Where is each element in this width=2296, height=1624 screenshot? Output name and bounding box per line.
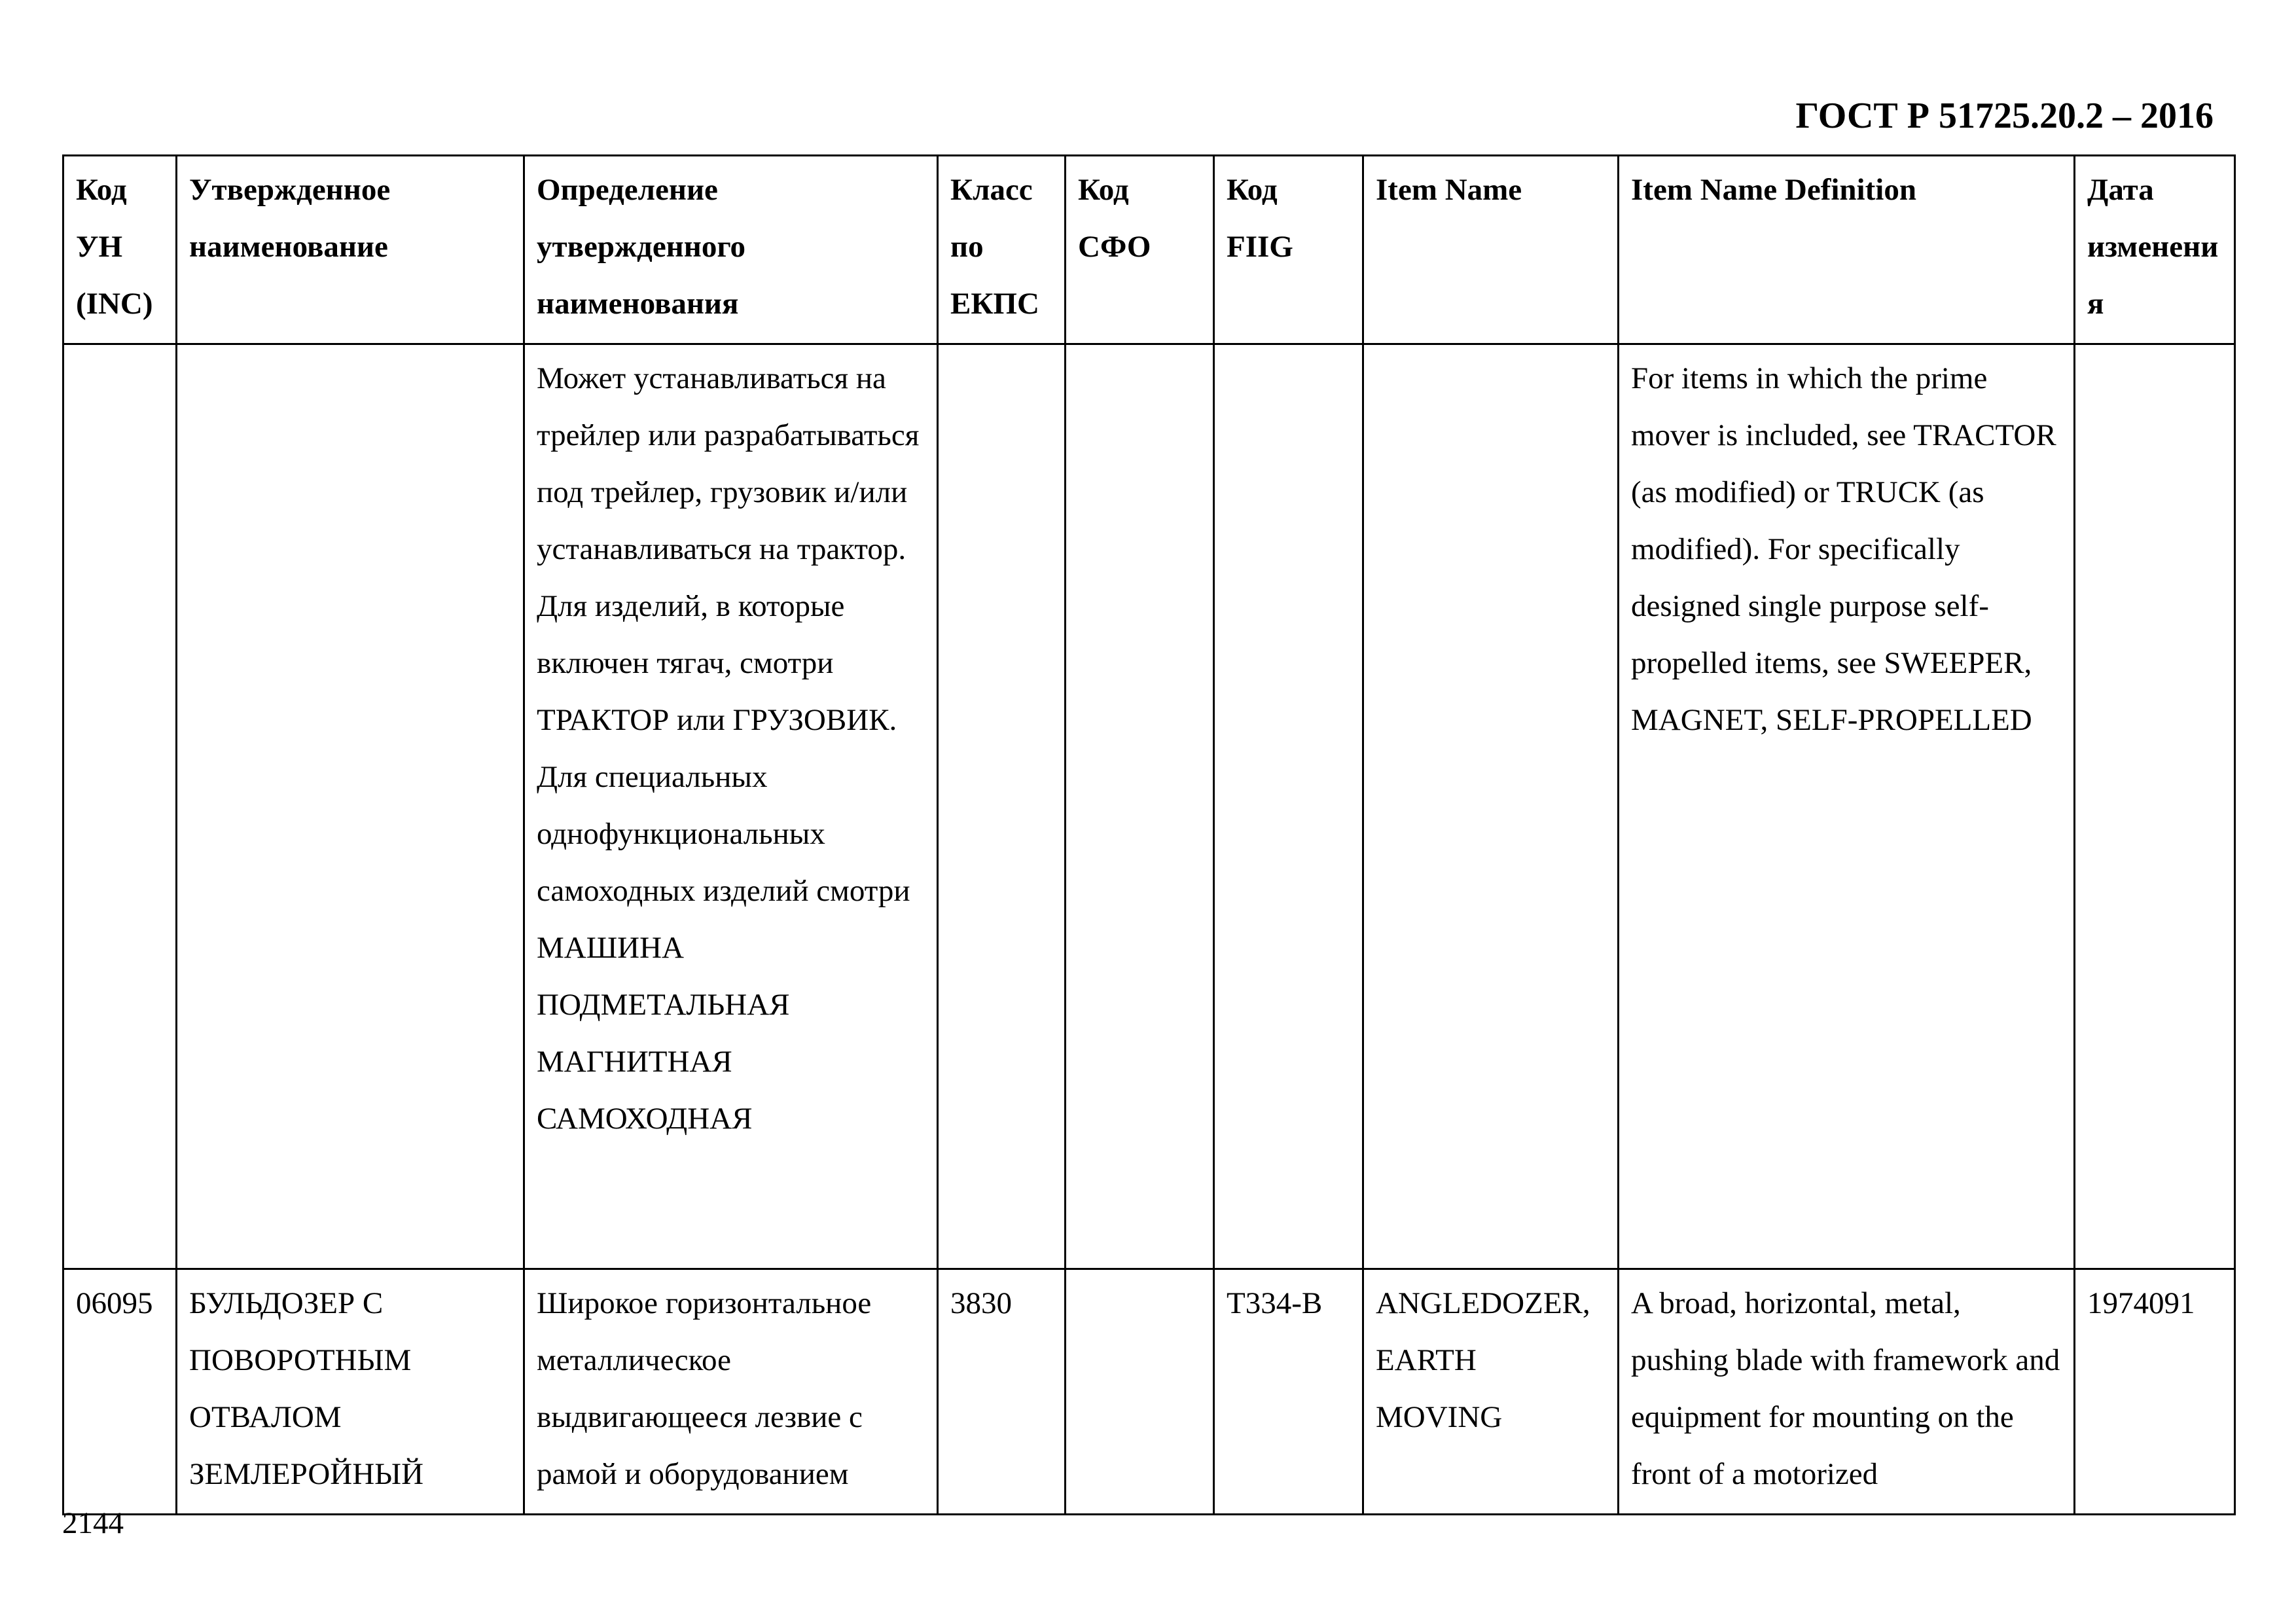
cell-approved-name: БУЛЬДОЗЕР С ПОВОРОТНЫМ ОТВАЛОМ ЗЕМЛЕРОЙНЫЙ xyxy=(177,1269,524,1515)
table-header-row xyxy=(63,156,2235,344)
cell-sfo-code xyxy=(1066,1269,1214,1515)
cell-definition: Широкое горизонтальное металлическое выдвигающееся лезвие с рамой и оборудованием xyxy=(524,1269,938,1515)
header-definition: Определение утвержденного наименования xyxy=(524,156,938,344)
header-inc: Код УН (INC) xyxy=(63,156,177,344)
cell-change-date: 1974091 xyxy=(2075,1269,2235,1515)
header-fiig-code: Код FIIG xyxy=(1214,156,1363,344)
item-name-table xyxy=(62,154,2236,1515)
cell-fiig-code: T334-B xyxy=(1214,1269,1363,1515)
cell-inc: 06095 xyxy=(63,1269,177,1515)
cell-approved-name xyxy=(177,344,524,1269)
header-item-name: Item Name xyxy=(1363,156,1619,344)
cell-definition: Может устанавливаться на трейлер или разрабатываться под трейлер, грузовик и/или устанавливаться на трактор. Для изделий, в которые включен тягач, смотри ТРАКТОР или ГРУЗОВИК. Для специальных однофункциональных самоходных изделий смотри МАШИНА ПОДМЕТАЛЬНАЯ МАГНИТНАЯ САМОХОДНАЯ xyxy=(524,344,938,1269)
cell-inc xyxy=(63,344,177,1269)
cell-item-name xyxy=(1363,344,1619,1269)
cell-item-name-definition: A broad, horizontal, metal, pushing blade with framework and equipment for mounting on the front of a motorized xyxy=(1619,1269,2075,1515)
cell-fiig-code xyxy=(1214,344,1363,1269)
table-row xyxy=(63,344,2235,1269)
cell-change-date xyxy=(2075,344,2235,1269)
cell-item-name-definition: For items in which the prime mover is included, see TRACTOR (as modified) or TRUCK (as modified). For specifically designed single purpose self-propelled items, see SWEEPER, MAGNET, SELF-PROPELLED xyxy=(1619,344,2075,1269)
header-approved-name: Утвержденное наименование xyxy=(177,156,524,344)
header-item-name-definition: Item Name Definition xyxy=(1619,156,2075,344)
header-sfo-code: Код СФО xyxy=(1066,156,1214,344)
document-title: ГОСТ Р 51725.20.2 – 2016 xyxy=(1795,96,2214,136)
cell-fsc-class xyxy=(938,344,1066,1269)
cell-item-name: ANGLEDOZER, EARTH MOVING xyxy=(1363,1269,1619,1515)
table-row xyxy=(63,1269,2235,1515)
cell-sfo-code xyxy=(1066,344,1214,1269)
header-fsc-class: Класс по ЕКПС xyxy=(938,156,1066,344)
header-change-date: Дата изменения xyxy=(2075,156,2235,344)
page-number: 2144 xyxy=(62,1506,124,1540)
cell-fsc-class: 3830 xyxy=(938,1269,1066,1515)
